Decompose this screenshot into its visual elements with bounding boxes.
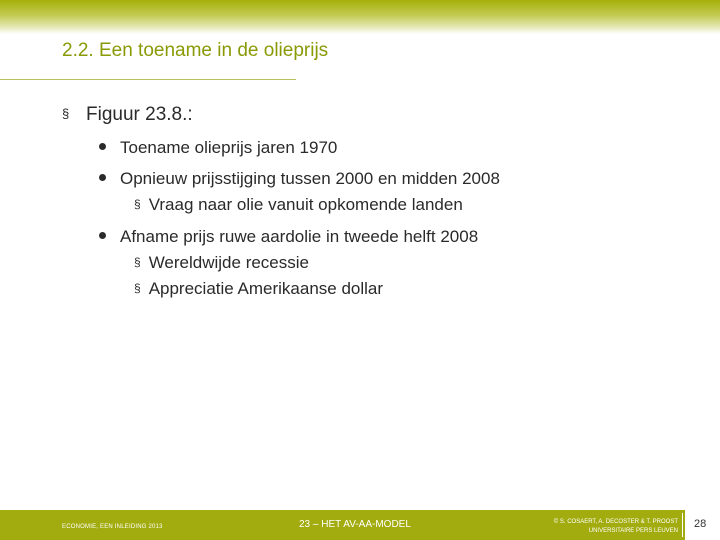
- slide-title: 2.2. Een toename in de olieprijs: [62, 40, 329, 61]
- dot-bullet-icon: [99, 174, 106, 181]
- sub-list-item-text: Appreciatie Amerikaanse dollar: [148, 279, 384, 298]
- bullet-figure-text: Figuur 23.8.:: [86, 104, 193, 125]
- footer-chapter: 23 – HET AV-AA-MODEL: [299, 519, 411, 530]
- sub-list-item: [134, 279, 383, 299]
- list-item: [99, 138, 337, 158]
- list-item: [99, 227, 478, 247]
- sub-list-item-text: Wereldwijde recessie: [148, 253, 309, 272]
- footer-copyright: [554, 518, 678, 536]
- square-bullet-icon: §: [62, 106, 70, 121]
- footer-copyright-authors: © S. COSAERT, A. DECOSTER & T. PROOST: [553, 519, 678, 525]
- dot-bullet-icon: [99, 143, 106, 150]
- header-band: [0, 0, 720, 34]
- page-number: 28: [694, 518, 707, 530]
- sub-list-item: [134, 195, 463, 215]
- square-bullet-icon: §: [134, 197, 141, 211]
- list-item-text: Afname prijs ruwe aardolie in tweede helft 2008: [120, 227, 479, 246]
- footer-book-title: ECONOMIE, EEN INLEIDING 2013: [62, 524, 163, 530]
- square-bullet-icon: §: [134, 255, 141, 269]
- square-bullet-icon: §: [134, 281, 141, 295]
- sub-list-item-text: Vraag naar olie vanuit opkomende landen: [148, 195, 463, 214]
- list-item-text: Toename olieprijs jaren 1970: [120, 138, 338, 157]
- footer-copyright-publisher: UNIVERSITAIRE PERS LEUVEN: [588, 528, 678, 534]
- title-underline: [0, 79, 296, 80]
- dot-bullet-icon: [99, 232, 106, 239]
- bullet-figure: [62, 104, 193, 126]
- list-item-text: Opnieuw prijsstijging tussen 2000 en midden 2008: [120, 169, 500, 188]
- footer-divider: [682, 513, 683, 537]
- sub-list-item: [134, 253, 309, 273]
- list-item: [99, 169, 500, 189]
